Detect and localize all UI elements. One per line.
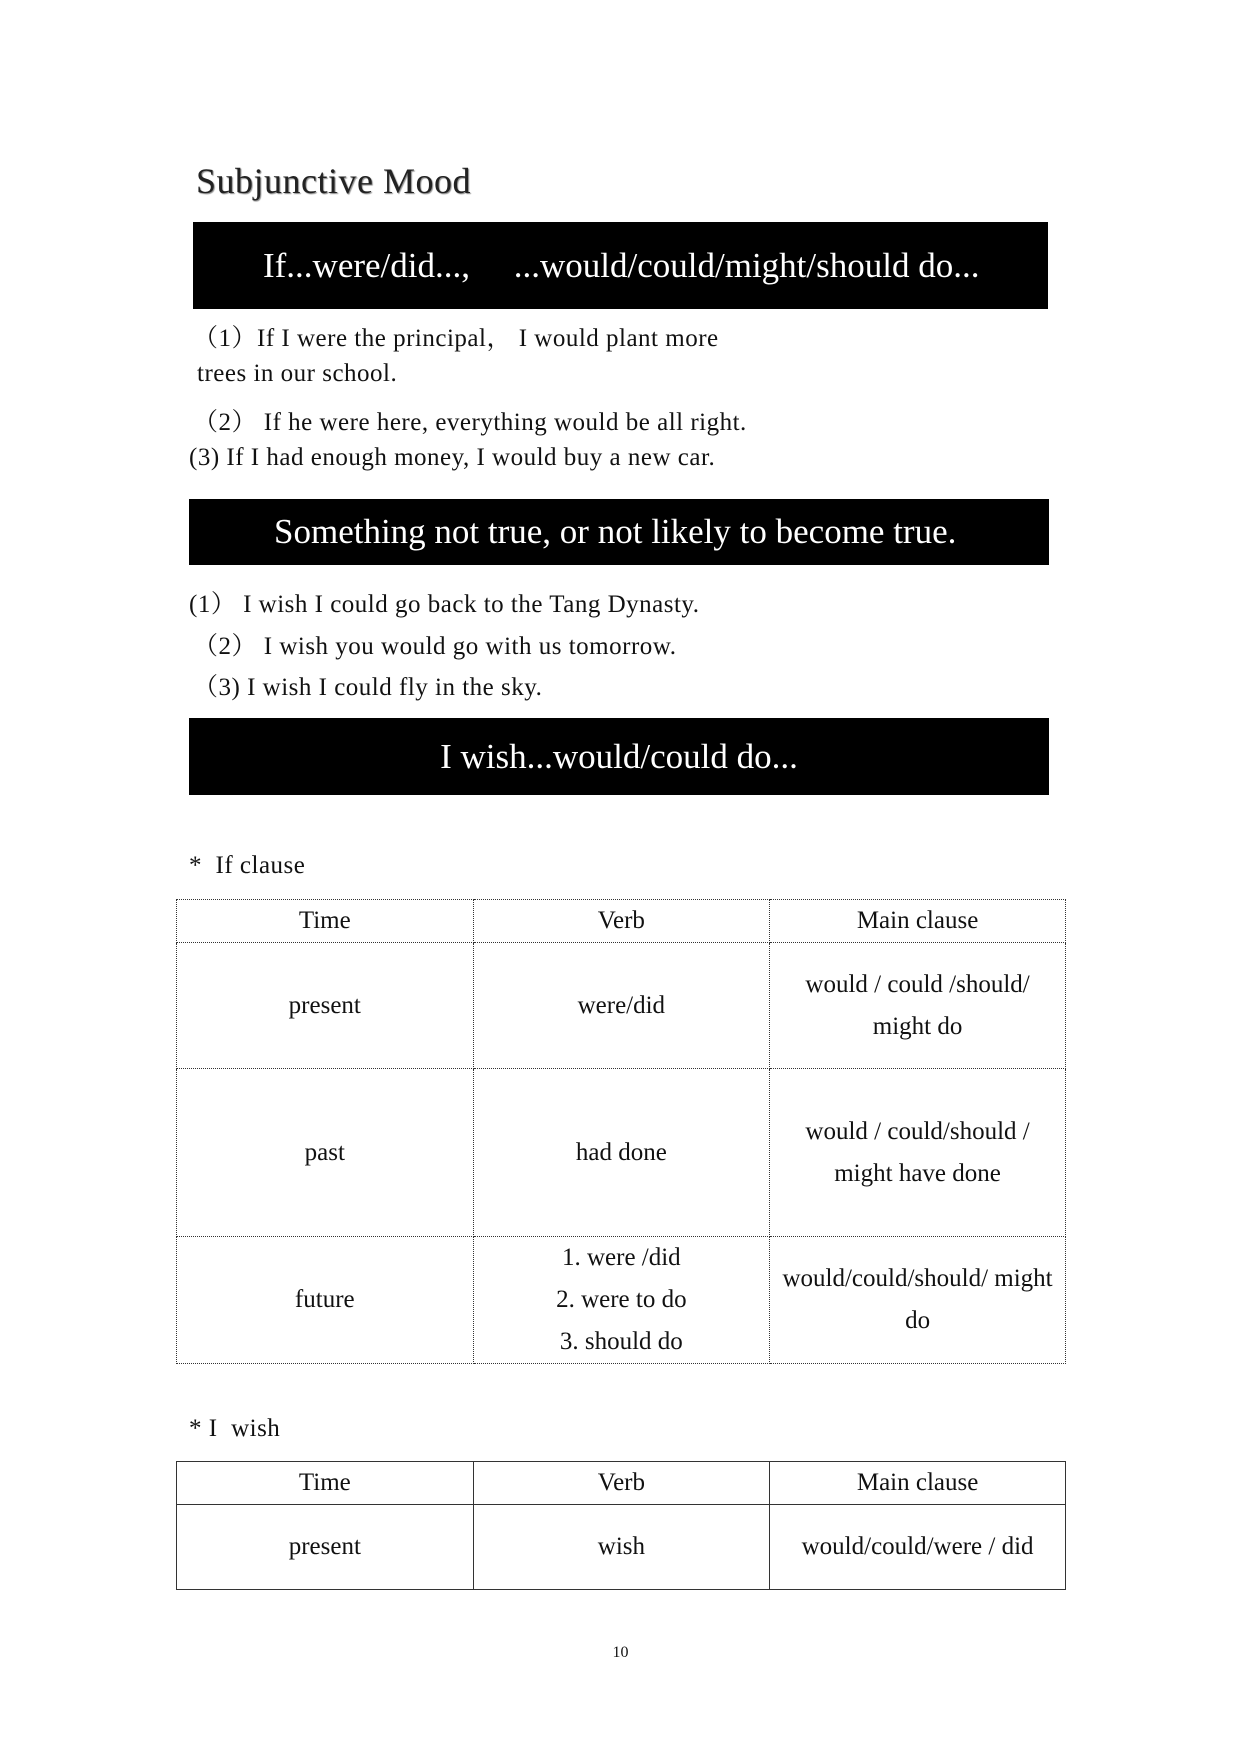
wish-example-line: （2） I wish you would go with us tomorrow. (193, 633, 677, 660)
cell-time: past (177, 1069, 474, 1237)
if-clause-heading: * If clause (189, 852, 306, 879)
cell-main-clause: would/could/were / did (770, 1505, 1066, 1590)
cell-main-clause: would / could/should / might have done (770, 1069, 1066, 1237)
wish-heading: * I wish (189, 1415, 281, 1442)
header-time: Time (177, 1462, 474, 1505)
wish-example-line: （3) I wish I could fly in the sky. (193, 674, 543, 701)
banner-if-structure (193, 222, 1048, 309)
header-time: Time (177, 900, 474, 943)
cell-time: future (177, 1237, 474, 1364)
cell-verb: wish (473, 1505, 770, 1590)
table-header-row (177, 900, 1066, 943)
banner-wish-structure (189, 718, 1049, 795)
cell-time: present (177, 943, 474, 1069)
if-clause-table (176, 899, 1066, 1364)
cell-main-clause: would/could/should/ might do (770, 1237, 1066, 1364)
header-main-clause: Main clause (770, 900, 1066, 943)
cell-verb: were/did (473, 943, 770, 1069)
cell-verb: had done (473, 1069, 770, 1237)
header-verb: Verb (473, 1462, 770, 1505)
banner-text: I wish...would/could do... (440, 736, 798, 776)
banner-text: Something not true, or not likely to become true. (274, 512, 957, 551)
if-example-line: （1）If I were the principal， I would plant more (193, 325, 719, 352)
table-row (177, 1505, 1066, 1590)
banner-text: If...were/did..., ...would/could/might/should do... (263, 245, 980, 285)
if-example-line: （2） If he were here, everything would be all right. (193, 409, 747, 436)
cell-time: present (177, 1505, 474, 1590)
page-title: Subjunctive Mood (196, 161, 471, 201)
table-row (177, 943, 1066, 1069)
page-number: 10 (612, 1644, 629, 1661)
cell-main-clause: would / could /should/ might do (770, 943, 1066, 1069)
banner-not-true (189, 499, 1049, 565)
table-row (177, 1237, 1066, 1364)
if-example-line: (3) If I had enough money, I would buy a new car. (189, 444, 716, 471)
table-header-row (177, 1462, 1066, 1505)
table-row (177, 1069, 1066, 1237)
if-example-line: trees in our school. (197, 360, 398, 387)
header-verb: Verb (473, 900, 770, 943)
wish-table (176, 1461, 1066, 1590)
header-main-clause: Main clause (770, 1462, 1066, 1505)
wish-example-line: (1） I wish I could go back to the Tang Dynasty. (189, 591, 700, 618)
cell-verb: 1. were /did 2. were to do 3. should do (473, 1237, 770, 1364)
